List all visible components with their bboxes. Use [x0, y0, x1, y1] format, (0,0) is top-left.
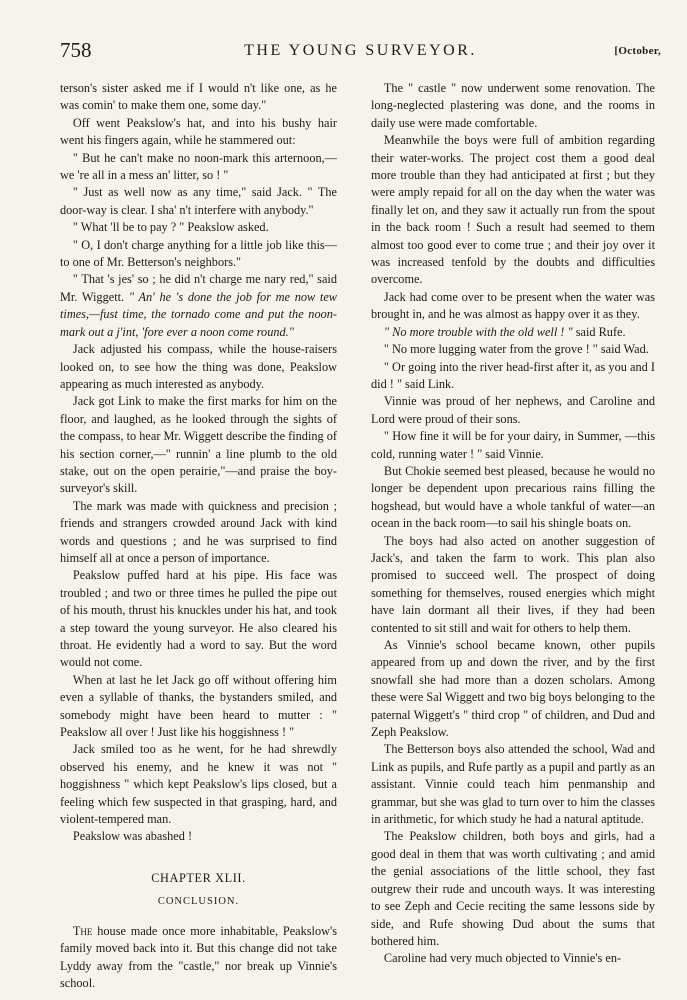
paragraph: Jack adjusted his compass, while the house-raisers looked on, to see how the thing was done, Peakslow appearing as much interested as anybody.	[60, 342, 337, 391]
paragraph-italic-text: " An' he 's done the job for me now tew times,—fust time, the tornado come and put the noon-mark out a j'int, 'fore ever a noon come round."	[60, 289, 338, 339]
paragraph: Jack smiled too as he went, for he had shrewdly observed his enemy, and he knew it was not " hoggishness " which kept Peakslow's lips closed, but a feeling which few suspected in that grasping, hard, and violent-tempered man.	[60, 742, 337, 827]
paragraph: " But he can't make no noon-mark this arternoon,—we 're all in a mess an' litter, so ! "	[60, 150, 337, 183]
left-column	[60, 80, 337, 992]
paragraph: Peakslow was abashed !	[72, 829, 193, 844]
chapter-heading: CHAPTER XLII.	[151, 870, 246, 885]
paragraph-text: said Rufe.	[572, 324, 626, 339]
paragraph: Peakslow puffed hard at his pipe. His face was troubled ; and two or three times he pulled the pipe out of his mouth, thrust his knuckles under his hat, and took a step toward the young surveyor. He also cleared his throat. He evidently had a word to say. But the word would not come.	[60, 568, 337, 670]
paragraph: " What 'll be to pay ? " Peakslow asked.	[72, 220, 269, 235]
paragraph: " Just as well now as any time," said Jack. " The door-way is clear. I sha' n't interfere with anybody."	[60, 185, 337, 217]
running-title: THE YOUNG SURVEYOR.	[244, 42, 477, 59]
paragraph: Meanwhile the boys were full of ambition regarding their water-works. The project cost them a good deal more trouble than they had anticipated at first ; but they were amply repaid for all on the day when the water was finally let on, and they saw it actually run from the spout in the back room ! Such a result had seemed to them almost too good ever to come true ; and their joy over it was increased tenfold by the doubts and difficulties overcome.	[371, 133, 655, 287]
paragraph: Jack had come over to be present when the water was brought in, and he was almost as happy over it as they.	[371, 289, 655, 322]
paragraph: The mark was made with quickness and precision ; friends and strangers crowded around Jack with kind words and questions ; and he was surprised to find himself all at once a person of importance.	[60, 498, 337, 565]
paragraph-italic-text: " No more trouble with the old well ! "	[383, 324, 573, 339]
paragraph	[60, 271, 337, 341]
paragraph: Jack got Link to make the first marks for him on the floor, and laughed, as he looked through the sights of the compass, to hear Mr. Wiggett describe the finding of his section corner,—" runnin' a line plumb to the old stake, out on the open perairie,"—and praise the boy-surveyor's skill.	[60, 394, 337, 496]
paragraph: The boys had also acted on another suggestion of Jack's, and taken the farm to work. This plan also promised to succeed well. The prospect of doing something for themselves, roused energies which might have lain dormant all their lives, if they had been contented to sit still and wait for others to help them.	[371, 533, 655, 635]
paragraph	[371, 324, 655, 341]
paragraph: " No more lugging water from the grove ! " said Wad.	[383, 342, 649, 357]
paragraph: Vinnie was proud of her nephews, and Caroline and Lord were proud of their sons.	[371, 394, 655, 426]
paragraph: " O, I don't charge anything for a little job like this—to one of Mr. Betterson's neighbors."	[60, 237, 337, 270]
paragraph: As Vinnie's school became known, other pupils appeared from up and down the river, and by the first snowfall she had more than a dozen scholars. Among these were Sal Wiggett and two big boys belonging to the paternal Wiggett's " third crop " of children, and Dud and Zeph Peakslow.	[371, 638, 655, 740]
paragraph-lead-word: The	[72, 923, 93, 938]
paragraph: terson's sister asked me if I would n't like one, as he was comin' to make them one, some day."	[60, 81, 337, 113]
paragraph-text: " That 's jes' so ; he did n't charge me nary red," said Mr. Wiggett.	[60, 272, 337, 304]
paragraph	[60, 923, 337, 993]
paragraph: Off went Peakslow's hat, and into his bushy hair went his fingers again, while he stammered out:	[60, 115, 337, 148]
running-month: [October,	[614, 45, 661, 57]
paragraph: " How fine it will be for your dairy, in Summer, —this cold, running water ! " said Vinnie.	[371, 429, 655, 461]
right-column	[371, 80, 655, 968]
paragraph: When at last he let Jack go off without offering him even a syllable of thanks, the bystanders smiled, and somebody might have been heard to mutter : " Peakslow all over ! Just like his hoggishness ! "	[60, 672, 337, 740]
paragraph: The " castle " now underwent some renovation. The long-neglected plastering was done, and the rooms in daily use were made comfortable.	[371, 81, 655, 130]
paragraph: The Betterson boys also attended the school, Wad and Link as pupils, and Rufe partly as a pupil and partly as an assistant. Vinnie could teach him penmanship and grammar, but she was glad to turn over to him the classes in arithmetic, for which study he had a natural aptitude.	[371, 742, 655, 827]
page-number: 758	[60, 38, 92, 62]
paragraph: Caroline had very much objected to Vinnie's en-	[383, 951, 622, 966]
page-header	[60, 36, 661, 66]
chapter-subheading: CONCLUSION.	[157, 896, 240, 908]
paragraph-text: house made once more inhabitable, Peakslow's family moved back into it. But this change did not take Lyddy away from the "castle," nor break up Vinnie's school.	[60, 923, 337, 990]
paragraph: The Peakslow children, both boys and girls, had a good deal in them that was worth cultivating ; and amid the genial associations of the little school, they fast outgrew their rude and uncouth ways. It was interesting to see Zeph and Cecie reciting the same lessons side by side, and Rufe showing Dud about the sums that bothered him.	[371, 829, 655, 948]
paragraph: But Chokie seemed best pleased, because he would no longer be dependent upon precarious rains filling the hogshead, but would have a whole tankful of water—an ocean in the back room—to sail his shingle boats on.	[371, 463, 655, 531]
paragraph: " Or going into the river head-first after it, as you and I did ! " said Link.	[371, 359, 655, 391]
